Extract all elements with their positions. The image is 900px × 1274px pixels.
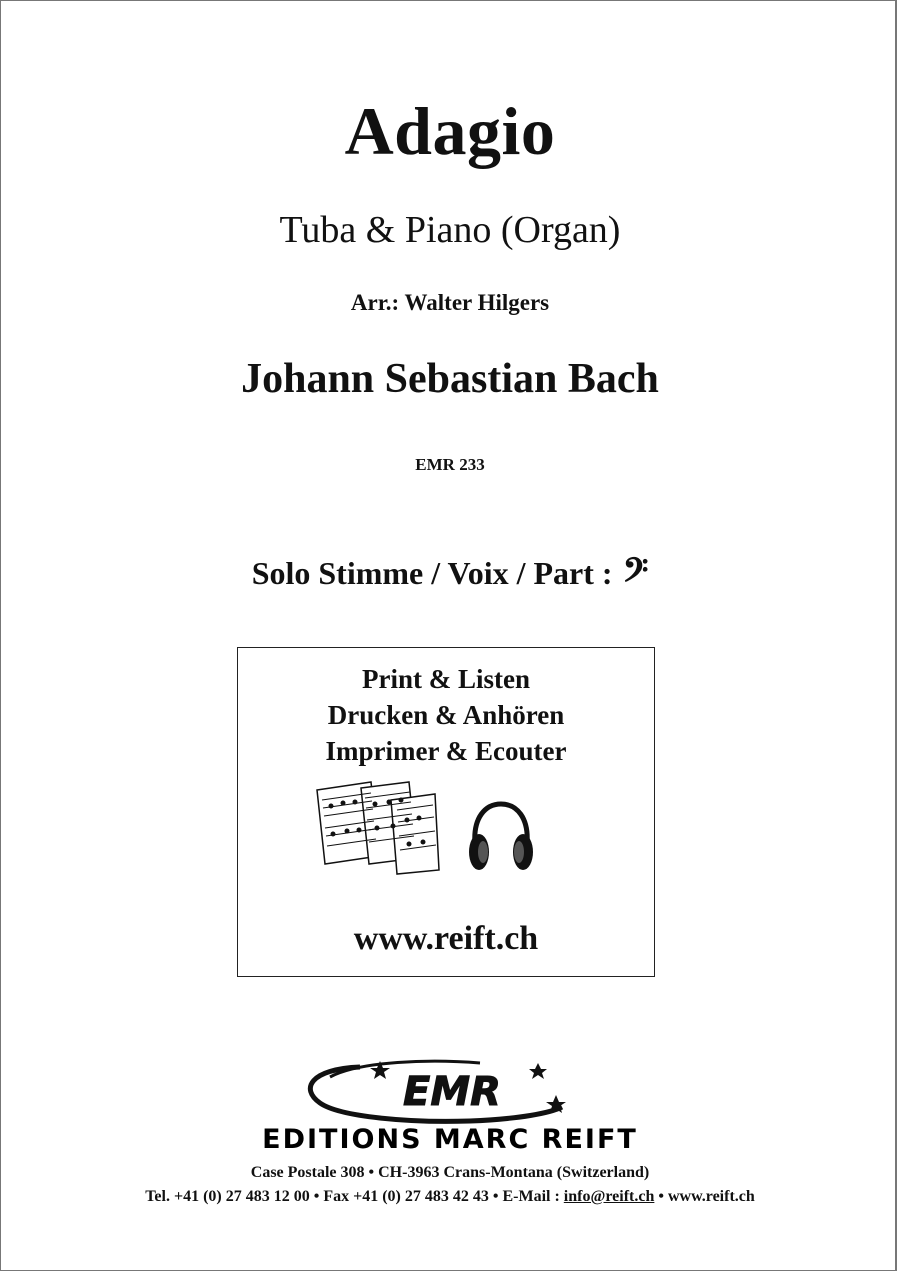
part-designation (0, 551, 900, 598)
emr-logo (300, 1055, 590, 1135)
composer: Johann Sebastian Bach (241, 356, 659, 402)
sheet-music-icon (313, 778, 443, 878)
website-url[interactable]: www.reift.ch (353, 920, 539, 957)
instrumentation: Tuba & Piano (Organ) (279, 209, 621, 251)
publisher-contact (0, 1188, 900, 1206)
contact-website[interactable]: • www.reift.ch (654, 1188, 755, 1205)
bass-clef-icon: 𝄢 (622, 551, 649, 598)
arranger: Arr.: Walter Hilgers (350, 290, 550, 315)
part-label: Solo Stimme / Voix / Part : (251, 555, 613, 591)
logo-emr-text: EMR (403, 1069, 501, 1115)
catalog-number: EMR 233 (415, 455, 485, 474)
score-title: Adagio (344, 93, 556, 169)
publisher-address: Case Postale 308 • CH-3963 Crans-Montana (Switzerland) (250, 1164, 650, 1181)
promo-line-english: Print & Listen (362, 664, 530, 694)
headphones-icon (465, 798, 537, 878)
publisher-name: EDITIONS MARC REIFT (262, 1124, 638, 1155)
contact-phone-fax: Tel. +41 (0) 27 483 12 00 • Fax +41 (0) 27 483 42 43 • E-Mail : (145, 1188, 564, 1205)
promo-line-french: Imprimer & Ecouter (325, 736, 567, 766)
email-link[interactable]: info@reift.ch (563, 1188, 655, 1205)
print-listen-box (237, 647, 655, 977)
promo-line-german: Drucken & Anhören (327, 700, 565, 730)
